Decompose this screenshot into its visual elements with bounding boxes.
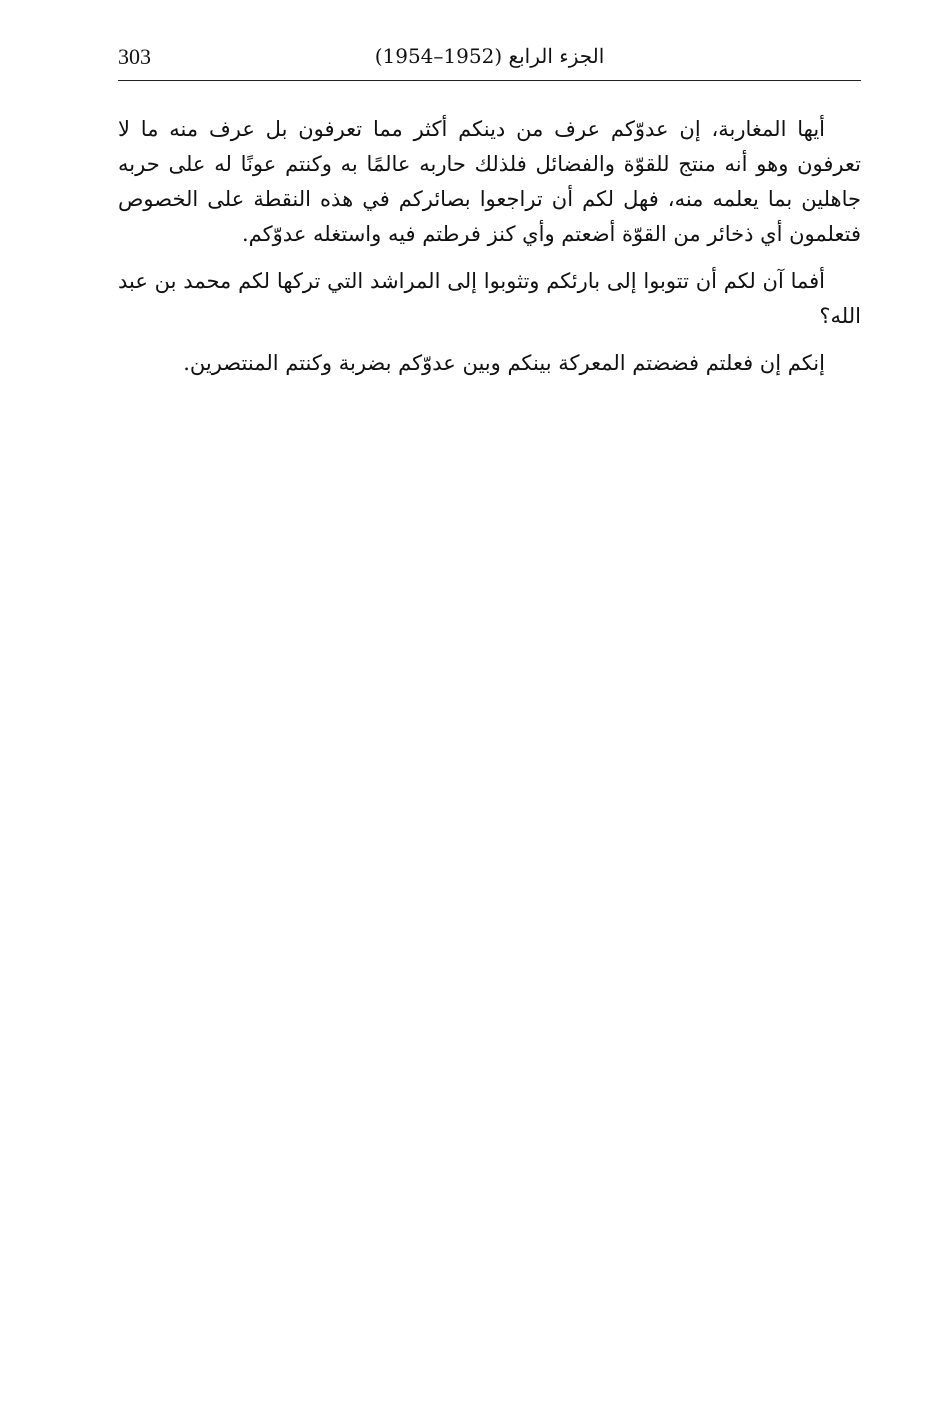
paragraph-1: أيها المغاربة، إن عدوّكم عرف من دينكم أكثر مما تعرفون بل عرف منه ما لا تعرفون وهو أنه منتج للقوّة والفضائل فلذلك حاربه عالمًا به وكنتم عونًا له على حربه جاهلين بما يعلمه منه، فهل لكم أن تراجعوا بصائركم في هذه النقطة على الخصوص فتعلمون أي ذخائر من القوّة أضعتم وأي كنز فرطتم فيه واستغله عدوّكم. bbox=[118, 117, 861, 246]
paragraph-2: أفما آن لكم أن تتوبوا إلى بارئكم وتثوبوا إلى المراشد التي تركها لكم محمد بن عبد الله؟ bbox=[118, 269, 861, 328]
body-text bbox=[118, 112, 861, 393]
page-header bbox=[118, 38, 861, 81]
running-title: الجزء الرابع (1952–1954) bbox=[374, 44, 605, 68]
page-number: 303 bbox=[118, 44, 151, 69]
paragraph-3: إنكم إن فعلتم فضضتم المعركة بينكم وبين عدوّكم بضربة وكنتم المنتصرين. bbox=[183, 351, 825, 375]
